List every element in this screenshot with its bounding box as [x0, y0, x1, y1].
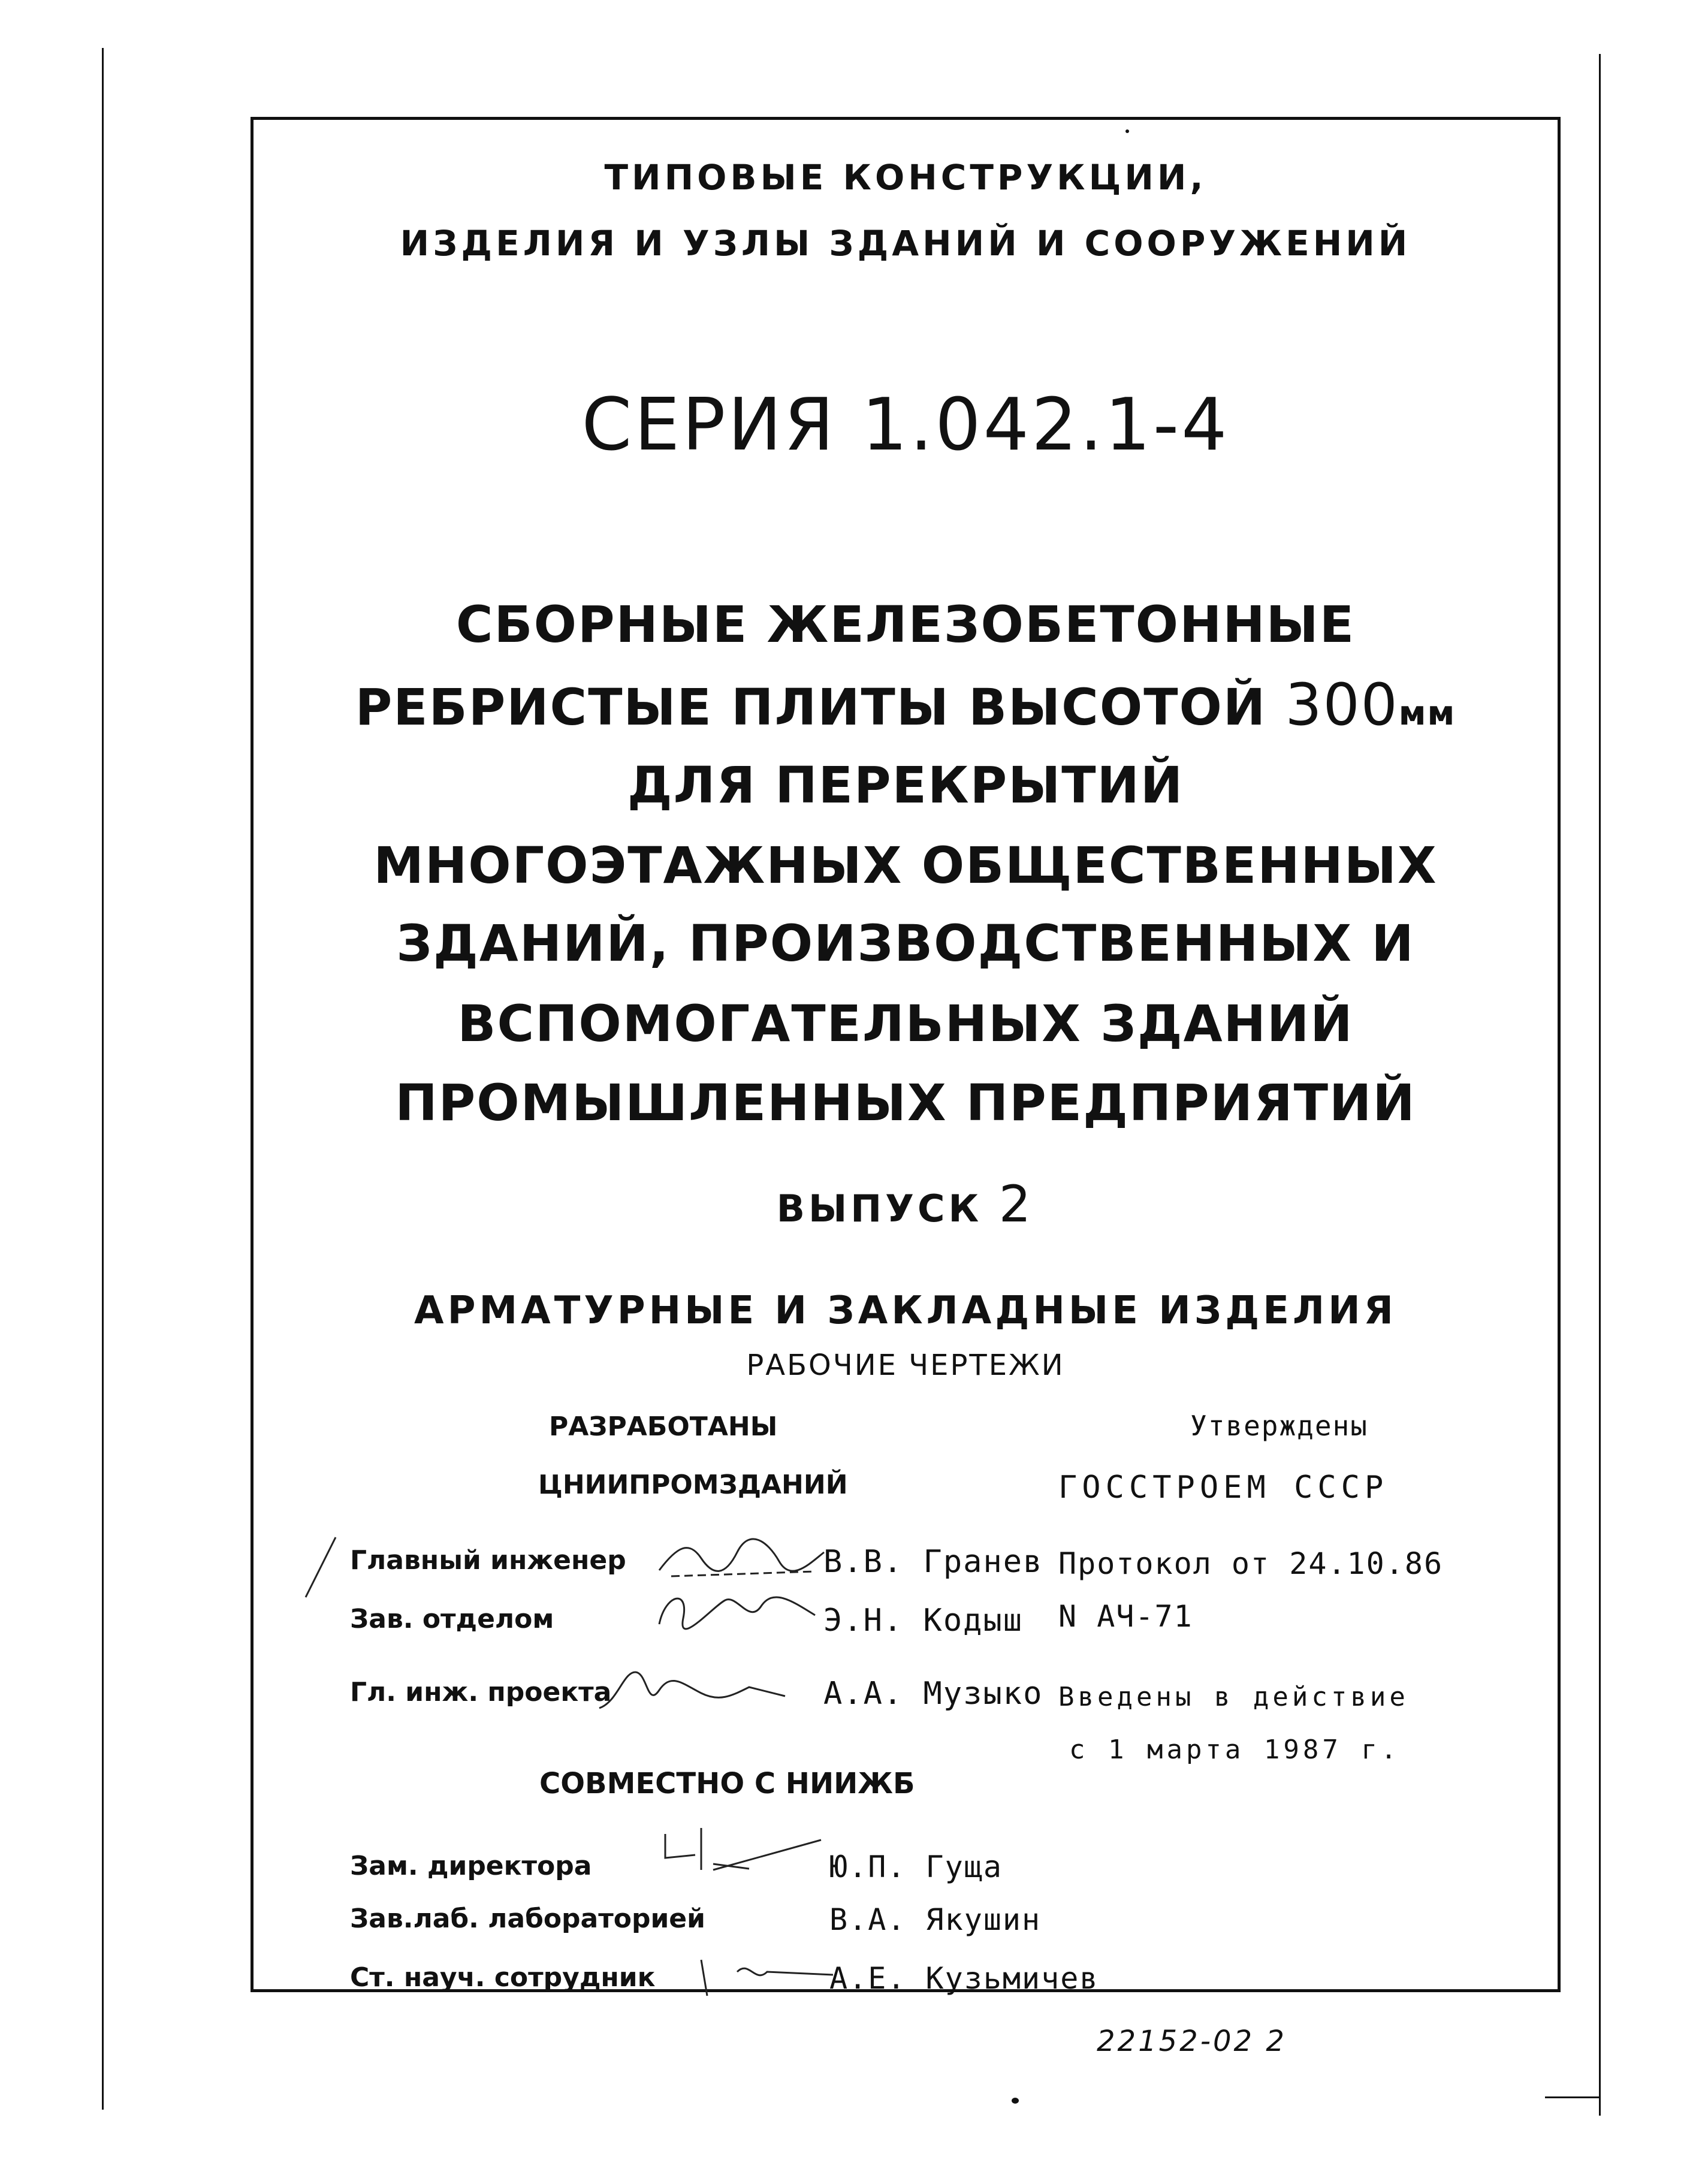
protocol-line-2: N АЧ-71 — [1058, 1599, 1193, 1634]
title-line-6: ВСПОМОГАТЕЛЬНЫХ ЗДАНИЙ — [457, 994, 1354, 1053]
developer-name-1: В.В. Гранев — [823, 1544, 1043, 1580]
developer-name-3: А.А. Музыко — [823, 1676, 1043, 1712]
title-line-2-prefix: РЕБРИСТЫЕ ПЛИТЫ ВЫСОТОЙ — [355, 678, 1267, 737]
header-line-2: ИЗДЕЛИЯ И УЗЛЫ ЗДАНИЙ И СООРУЖЕНИЙ — [400, 223, 1411, 264]
footer-number: 22152-02 2 — [1097, 2025, 1287, 2058]
title-line-1: СБОРНЫЕ ЖЕЛЕЗОБЕТОННЫЕ — [455, 595, 1356, 654]
effective-line-2: с 1 марта 1987 г. — [1069, 1734, 1401, 1765]
scan-corner-mark — [1545, 2096, 1599, 2098]
scan-speck — [1012, 2098, 1019, 2104]
title-height-value: 300 — [1285, 671, 1399, 738]
joint-role-3: Ст. науч. сотрудник — [350, 1962, 656, 1993]
scan-edge-left — [102, 48, 104, 2110]
developer-role-3: Гл. инж. проекта — [350, 1677, 612, 1708]
title-line-4: МНОГОЭТАЖНЫХ ОБЩЕСТВЕННЫХ — [373, 836, 1438, 895]
title-line-5: ЗДАНИЙ, ПРОИЗВОДСТВЕННЫХ И — [396, 914, 1415, 973]
header-line-1: ТИПОВЫЕ КОНСТРУКЦИИ, — [604, 157, 1207, 198]
effective-line-1: Введены в действие — [1058, 1682, 1409, 1712]
signature-2 — [647, 1582, 821, 1636]
title-line-3: ДЛЯ ПЕРЕКРЫТИЙ — [627, 756, 1184, 814]
developer-role-2: Зав. отделом — [350, 1604, 554, 1634]
title-line-2 — [251, 671, 1561, 738]
issue-line — [251, 1175, 1561, 1233]
margin-check-mark — [300, 1534, 342, 1600]
approved-heading: Утверждены — [1190, 1410, 1368, 1442]
scan-speck — [1125, 129, 1129, 133]
signature-1 — [653, 1534, 827, 1582]
series-number: СЕРИЯ 1.042.1-4 — [581, 384, 1230, 467]
joint-role-1: Зам. директора — [350, 1851, 592, 1881]
developed-heading: РАЗРАБОТАНЫ — [549, 1411, 778, 1442]
signature-3 — [593, 1660, 791, 1720]
scan-edge-right — [1599, 54, 1601, 2116]
developed-org: ЦНИИПРОМЗДАНИЙ — [538, 1470, 848, 1500]
issue-number: 2 — [998, 1175, 1035, 1233]
title-line-7: ПРОМЫШЛЕННЫХ ПРЕДПРИЯТИЙ — [395, 1073, 1416, 1132]
developer-role-1: Главный инженер — [350, 1545, 626, 1576]
title-height-unit: мм — [1398, 694, 1456, 733]
approved-org: ГОССТРОЕМ СССР — [1058, 1470, 1389, 1506]
protocol-line-1: Протокол от 24.10.86 — [1058, 1546, 1444, 1581]
joint-name-3: А.Е. Кузьмичев — [829, 1961, 1099, 1996]
issue-label: ВЫПУСК — [776, 1187, 983, 1230]
joint-name-1: Ю.П. Гуща — [829, 1850, 1003, 1884]
joint-name-2: В.А. Якушин — [829, 1902, 1042, 1937]
jointly-heading: СОВМЕСТНО С НИИЖБ — [539, 1767, 915, 1800]
subtitle: АРМАТУРНЫЕ И ЗАКЛАДНЫЕ ИЗДЕЛИЯ — [414, 1289, 1397, 1333]
subtitle-2: РАБОЧИЕ ЧЕРТЕЖИ — [746, 1348, 1065, 1382]
signature-5 — [683, 1948, 839, 2002]
joint-role-2: Зав.лаб. лабораторией — [350, 1903, 705, 1934]
signature-4 — [647, 1822, 827, 1894]
developer-name-2: Э.Н. Кодыш — [823, 1603, 1024, 1639]
